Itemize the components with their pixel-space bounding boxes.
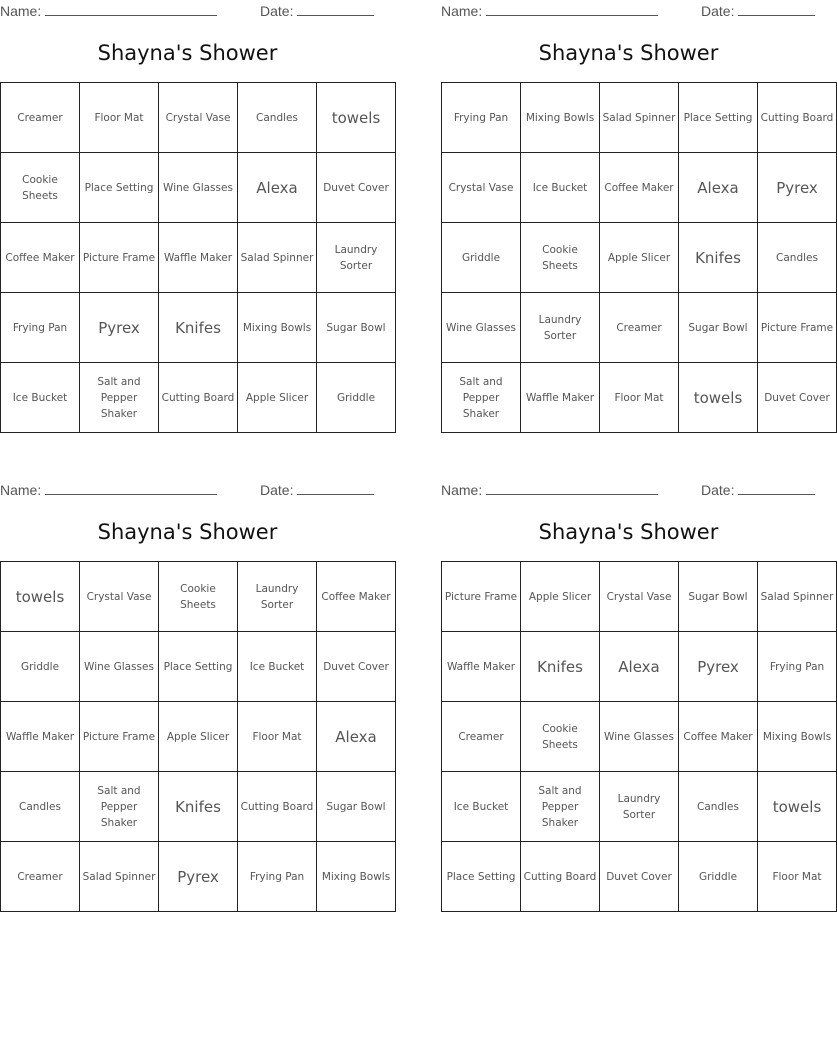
bingo-cell: Alexa xyxy=(679,153,758,223)
name-label: Name: xyxy=(441,3,483,19)
bingo-cell: Sugar Bowl xyxy=(679,293,758,363)
bingo-cell: Pyrex xyxy=(679,632,758,702)
grid-row xyxy=(1,632,396,702)
bingo-cell: Floor Mat xyxy=(758,842,837,912)
name-label: Name: xyxy=(0,3,42,19)
bingo-cell: Frying Pan xyxy=(1,293,80,363)
bingo-cell: Apple Slicer xyxy=(521,562,600,632)
bingo-cell: Alexa xyxy=(600,632,679,702)
date-blank xyxy=(738,481,815,495)
bingo-cell: Creamer xyxy=(600,293,679,363)
bingo-cell: Crystal Vase xyxy=(80,562,159,632)
bingo-cell: Salt and Pepper Shaker xyxy=(80,772,159,842)
bingo-cell: Cutting Board xyxy=(521,842,600,912)
name-blank xyxy=(486,2,658,16)
bingo-cell: Ice Bucket xyxy=(442,772,521,842)
bingo-cell: Griddle xyxy=(317,363,396,433)
bingo-cell: Coffee Maker xyxy=(1,223,80,293)
grid-row xyxy=(442,772,837,842)
grid-row xyxy=(442,293,837,363)
grid-row xyxy=(1,842,396,912)
bingo-card-4 xyxy=(441,479,834,911)
bingo-cell: Apple Slicer xyxy=(600,223,679,293)
name-blank xyxy=(45,481,217,495)
bingo-card-3 xyxy=(0,479,391,911)
bingo-cell: Duvet Cover xyxy=(600,842,679,912)
bingo-cell: Mixing Bowls xyxy=(317,842,396,912)
bingo-card-2 xyxy=(441,0,834,432)
bingo-cell: Salt and Pepper Shaker xyxy=(442,363,521,433)
grid-row xyxy=(1,772,396,842)
bingo-cell: Picture Frame xyxy=(758,293,837,363)
bingo-cell: Candles xyxy=(758,223,837,293)
bingo-cell: Coffee Maker xyxy=(679,702,758,772)
bingo-cell: Laundry Sorter xyxy=(600,772,679,842)
name-label: Name: xyxy=(0,482,42,498)
bingo-cell: Pyrex xyxy=(80,293,159,363)
bingo-cell: Knifes xyxy=(521,632,600,702)
bingo-cell: Sugar Bowl xyxy=(679,562,758,632)
bingo-cell: Griddle xyxy=(679,842,758,912)
bingo-cell: Cutting Board xyxy=(159,363,238,433)
bingo-cell: Pyrex xyxy=(758,153,837,223)
bingo-cell: Place Setting xyxy=(80,153,159,223)
bingo-cell: Pyrex xyxy=(159,842,238,912)
bingo-cell: Coffee Maker xyxy=(317,562,396,632)
card-title: Shayna's Shower xyxy=(97,41,278,65)
bingo-cell: Knifes xyxy=(159,293,238,363)
bingo-cell: Creamer xyxy=(1,83,80,153)
bingo-cell: Waffle Maker xyxy=(159,223,238,293)
bingo-cell: Mixing Bowls xyxy=(758,702,837,772)
date-blank xyxy=(297,2,374,16)
bingo-cell: Ice Bucket xyxy=(238,632,317,702)
date-blank xyxy=(297,481,374,495)
bingo-cell: Cookie Sheets xyxy=(521,223,600,293)
bingo-cell: Salt and Pepper Shaker xyxy=(80,363,159,433)
grid-row xyxy=(442,153,837,223)
bingo-cell: Cutting Board xyxy=(238,772,317,842)
bingo-cell: Salt and Pepper Shaker xyxy=(521,772,600,842)
grid-row xyxy=(1,223,396,293)
bingo-cell: Place Setting xyxy=(159,632,238,702)
bingo-cell: Sugar Bowl xyxy=(317,293,396,363)
bingo-cell: Apple Slicer xyxy=(238,363,317,433)
bingo-cell: Frying Pan xyxy=(238,842,317,912)
bingo-cell: Cookie Sheets xyxy=(1,153,80,223)
grid-row xyxy=(1,702,396,772)
bingo-cell: Coffee Maker xyxy=(600,153,679,223)
bingo-cell: Crystal Vase xyxy=(600,562,679,632)
date-field xyxy=(260,2,374,19)
bingo-cell: Mixing Bowls xyxy=(521,83,600,153)
date-label: Date: xyxy=(701,3,735,19)
bingo-cell: Apple Slicer xyxy=(159,702,238,772)
date-field xyxy=(260,481,374,498)
bingo-cell: Place Setting xyxy=(679,83,758,153)
card-title: Shayna's Shower xyxy=(97,520,278,544)
bingo-cell: Wine Glasses xyxy=(600,702,679,772)
bingo-cell: Knifes xyxy=(159,772,238,842)
bingo-cell: Candles xyxy=(1,772,80,842)
bingo-cell: Mixing Bowls xyxy=(238,293,317,363)
bingo-cell: Waffle Maker xyxy=(1,702,80,772)
grid-row xyxy=(442,83,837,153)
bingo-cell: Laundry Sorter xyxy=(238,562,317,632)
bingo-cell: Floor Mat xyxy=(600,363,679,433)
bingo-cell: Wine Glasses xyxy=(442,293,521,363)
bingo-cell: Candles xyxy=(679,772,758,842)
bingo-cell: Ice Bucket xyxy=(521,153,600,223)
bingo-cell: Cutting Board xyxy=(758,83,837,153)
grid-row xyxy=(442,363,837,433)
bingo-grid xyxy=(441,82,837,433)
bingo-cell: Waffle Maker xyxy=(521,363,600,433)
bingo-cell: Crystal Vase xyxy=(442,153,521,223)
bingo-cell: towels xyxy=(317,83,396,153)
date-field xyxy=(701,481,815,498)
grid-row xyxy=(442,562,837,632)
bingo-cell: towels xyxy=(1,562,80,632)
grid-row xyxy=(1,562,396,632)
date-label: Date: xyxy=(260,3,294,19)
bingo-cell: Place Setting xyxy=(442,842,521,912)
bingo-cell: Floor Mat xyxy=(80,83,159,153)
bingo-grid xyxy=(0,561,396,912)
grid-row xyxy=(442,842,837,912)
bingo-cell: Alexa xyxy=(238,153,317,223)
grid-row xyxy=(1,293,396,363)
bingo-cell: Candles xyxy=(238,83,317,153)
bingo-cell: Griddle xyxy=(1,632,80,702)
name-field xyxy=(0,481,217,498)
name-blank xyxy=(486,481,658,495)
bingo-grid xyxy=(441,561,837,912)
card-title: Shayna's Shower xyxy=(538,41,719,65)
bingo-cell: Sugar Bowl xyxy=(317,772,396,842)
grid-row xyxy=(442,223,837,293)
bingo-cell: Creamer xyxy=(1,842,80,912)
date-label: Date: xyxy=(701,482,735,498)
grid-row xyxy=(1,153,396,223)
bingo-cell: Laundry Sorter xyxy=(317,223,396,293)
bingo-cell: Ice Bucket xyxy=(1,363,80,433)
bingo-cell: Wine Glasses xyxy=(80,632,159,702)
bingo-cell: Duvet Cover xyxy=(317,153,396,223)
bingo-grid xyxy=(0,82,396,433)
name-field xyxy=(441,481,658,498)
date-label: Date: xyxy=(260,482,294,498)
bingo-cell: Duvet Cover xyxy=(758,363,837,433)
grid-row xyxy=(1,363,396,433)
bingo-cell: Salad Spinner xyxy=(758,562,837,632)
date-field xyxy=(701,2,815,19)
grid-row xyxy=(1,83,396,153)
name-field xyxy=(0,2,217,19)
grid-row xyxy=(442,632,837,702)
grid-row xyxy=(442,702,837,772)
bingo-cell: Salad Spinner xyxy=(80,842,159,912)
name-label: Name: xyxy=(441,482,483,498)
bingo-cell: Frying Pan xyxy=(442,83,521,153)
bingo-cell: Laundry Sorter xyxy=(521,293,600,363)
date-blank xyxy=(738,2,815,16)
name-field xyxy=(441,2,658,19)
name-blank xyxy=(45,2,217,16)
bingo-cell: towels xyxy=(679,363,758,433)
bingo-cell: Picture Frame xyxy=(80,702,159,772)
bingo-cell: Picture Frame xyxy=(80,223,159,293)
bingo-card-1 xyxy=(0,0,389,432)
bingo-cell: Alexa xyxy=(317,702,396,772)
bingo-cell: Creamer xyxy=(442,702,521,772)
bingo-cell: Waffle Maker xyxy=(442,632,521,702)
bingo-cell: Floor Mat xyxy=(238,702,317,772)
bingo-cell: Wine Glasses xyxy=(159,153,238,223)
bingo-cell: Picture Frame xyxy=(442,562,521,632)
bingo-cell: Knifes xyxy=(679,223,758,293)
bingo-cell: Frying Pan xyxy=(758,632,837,702)
bingo-cell: Griddle xyxy=(442,223,521,293)
bingo-cell: Salad Spinner xyxy=(600,83,679,153)
bingo-cell: Salad Spinner xyxy=(238,223,317,293)
bingo-cell: Cookie Sheets xyxy=(521,702,600,772)
bingo-cell: Crystal Vase xyxy=(159,83,238,153)
bingo-cell: Duvet Cover xyxy=(317,632,396,702)
card-title: Shayna's Shower xyxy=(538,520,719,544)
bingo-cell: Cookie Sheets xyxy=(159,562,238,632)
bingo-cell: towels xyxy=(758,772,837,842)
